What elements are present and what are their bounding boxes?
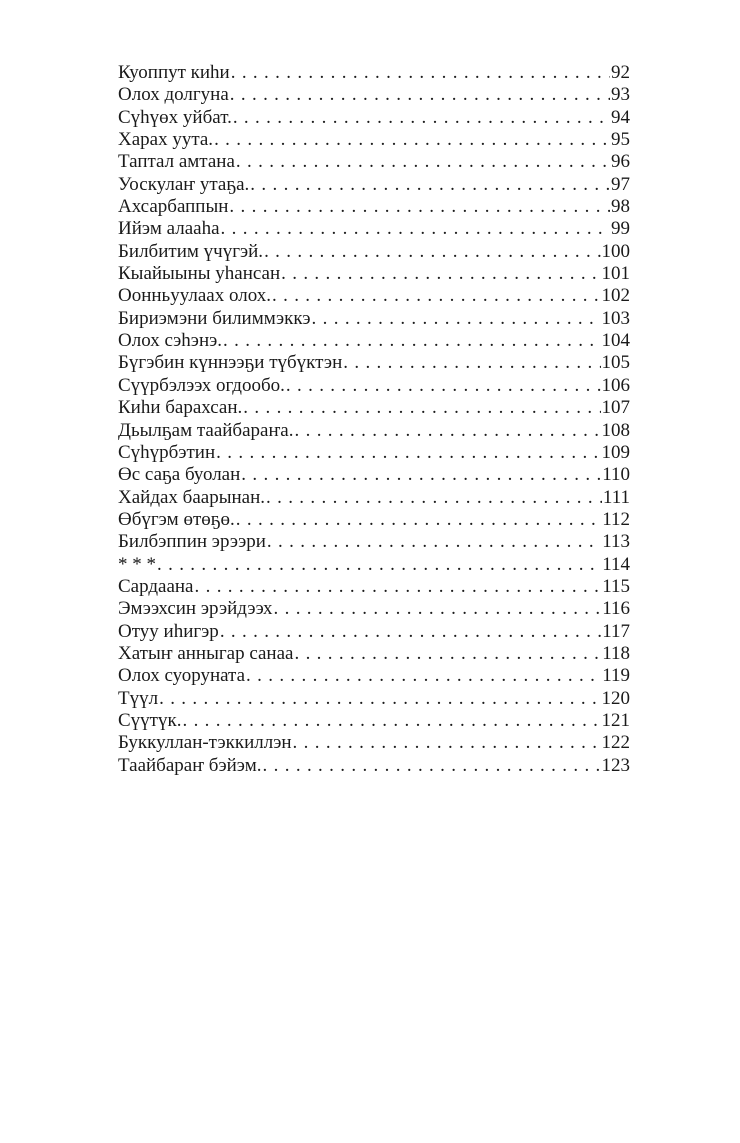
dot-leader [267,531,601,553]
toc-entry-page-number: 104 [601,330,630,352]
toc-entry-title: Олох долгуна [118,84,229,106]
dot-leader [264,241,600,263]
toc-entry [118,308,630,330]
dot-leader [233,107,610,129]
toc-entry-page-number: 120 [601,687,630,709]
toc-entry-page-number: 123 [601,754,630,776]
dot-leader [263,755,601,777]
toc-entry-title: Куоппут киһи [118,62,230,83]
dot-leader [266,487,602,509]
toc-entry-page-number: 100 [601,240,630,262]
toc-entry [118,464,630,486]
toc-entry [118,420,630,442]
toc-entry-page-number: 113 [602,531,630,553]
toc-entry [118,196,630,218]
toc-entry-title: Сүүрбэлээх огдообо. [118,374,285,396]
toc-entry [118,442,630,464]
dot-leader [246,665,601,687]
toc-entry-title: Бүгэбин күннээҕи түбүктэн [118,352,343,374]
toc-entry-title: Кыайыыны уһансан [118,263,281,285]
toc-entry-page-number: 110 [602,464,630,486]
toc-entry-title: Эмээхсин эрэйдээх [118,598,273,620]
dot-leader [230,84,610,106]
dot-leader [236,151,610,173]
toc-entry-title: Харах уута. [118,129,214,151]
dot-leader [281,263,600,285]
dot-leader [157,554,601,576]
toc-entry-title: Отуу иһигэр [118,620,219,642]
toc-entry-page-number: 103 [601,307,630,329]
toc-entry-title: Хатыҥ анныгар санаа [118,642,294,664]
toc-entry-page-number: 93 [611,84,630,106]
toc-entry-title: Сардаана [118,575,194,597]
toc-entry-title: Олох сэһэнэ. [118,330,223,352]
toc-entry-page-number: 92 [611,62,630,83]
toc-entry-page-number: 115 [602,575,630,597]
toc-entry [118,665,630,687]
dot-leader [250,174,610,196]
toc-entry-title: Бириэмэни билиммэккэ [118,307,311,329]
toc-entry-title: Ахсарбаппын [118,196,229,218]
dot-leader [294,643,601,665]
toc-entry-page-number: 114 [602,553,630,575]
table-of-contents [118,62,630,777]
dot-leader [182,710,600,732]
toc-entry [118,285,630,307]
toc-entry [118,174,630,196]
toc-entry-page-number: 116 [602,598,630,620]
toc-entry-title: Билбитим үчүгэй. [118,240,264,262]
toc-entry-page-number: 111 [602,486,630,508]
toc-entry-title: * * * [118,553,156,575]
toc-entry-title: Таайбараҥ бэйэм. [118,754,262,776]
toc-entry [118,598,630,620]
toc-entry-page-number: 95 [611,129,630,151]
toc-entry [118,397,630,419]
toc-entry-title: Билбэппин эрээри [118,531,266,553]
dot-leader [159,688,600,710]
toc-entry [118,218,630,240]
toc-entry-title: Олох суоруната [118,665,246,687]
toc-entry-title: Дьылҕам таайбараҥа. [118,419,294,441]
dot-leader [236,509,601,531]
toc-entry-title: Киһи барахсан. [118,397,243,419]
toc-entry-page-number: 105 [601,352,630,374]
toc-entry-page-number: 98 [611,196,630,218]
toc-entry [118,151,630,173]
toc-entry-page-number: 94 [611,106,630,128]
toc-entry [118,107,630,129]
toc-entry-page-number: 118 [602,642,630,664]
toc-entry [118,755,630,777]
toc-entry [118,531,630,553]
toc-entry [118,509,630,531]
toc-entry-page-number: 109 [601,441,630,463]
toc-entry-page-number: 97 [611,173,630,195]
toc-entry-title: Ийэм алааһа [118,218,220,240]
toc-entry-title: Оонньуулаах олох. [118,285,271,307]
dot-leader [243,397,600,419]
toc-entry-page-number: 121 [601,709,630,731]
toc-entry [118,487,630,509]
toc-entry-page-number: 117 [602,620,630,642]
toc-entry-title: Сүһүрбэтин [118,441,216,463]
toc-entry [118,688,630,710]
toc-entry-page-number: 119 [602,665,630,687]
toc-entry [118,576,630,598]
toc-entry [118,62,630,84]
dot-leader [216,442,600,464]
toc-entry [118,129,630,151]
toc-entry-title: Уоскулаҥ утаҕа. [118,173,250,195]
toc-entry-page-number: 99 [611,218,630,240]
dot-leader [312,308,601,330]
toc-entry-page-number: 108 [601,419,630,441]
dot-leader [195,576,602,598]
toc-entry [118,241,630,263]
toc-entry [118,330,630,352]
toc-entry-page-number: 101 [601,263,630,285]
dot-leader [241,464,601,486]
toc-entry-title: Өс саҕа буолан [118,464,241,486]
toc-entry-title: Буккуллан-тэккиллэн [118,732,292,754]
dot-leader [286,375,601,397]
dot-leader [274,598,602,620]
dot-leader [229,196,610,218]
toc-entry-title: Хайдах баарынан. [118,486,265,508]
toc-entry [118,554,630,576]
dot-leader [214,129,610,151]
toc-entry [118,84,630,106]
toc-entry-page-number: 112 [602,508,630,530]
toc-entry [118,263,630,285]
toc-entry-title: Сүүтүк. [118,709,182,731]
toc-entry-page-number: 96 [611,151,630,173]
dot-leader [293,732,601,754]
dot-leader [223,330,600,352]
toc-entry [118,710,630,732]
toc-entry-page-number: 107 [601,397,630,419]
toc-entry-title: Таптал амтана [118,151,235,173]
dot-leader [231,62,610,84]
toc-entry [118,621,630,643]
dot-leader [220,621,601,643]
dot-leader [343,352,600,374]
toc-entry [118,375,630,397]
toc-entry-title: Түүл [118,687,159,709]
toc-entry-title: Сүһүөх уйбат. [118,106,232,128]
dot-leader [295,420,601,442]
toc-entry [118,352,630,374]
toc-entry-title: Өбүгэм өтөҕө. [118,508,235,530]
dot-leader [272,285,601,307]
dot-leader [221,218,610,240]
toc-entry-page-number: 102 [601,285,630,307]
toc-entry-page-number: 122 [601,732,630,754]
toc-entry [118,643,630,665]
toc-entry-page-number: 106 [601,374,630,396]
toc-entry [118,732,630,754]
